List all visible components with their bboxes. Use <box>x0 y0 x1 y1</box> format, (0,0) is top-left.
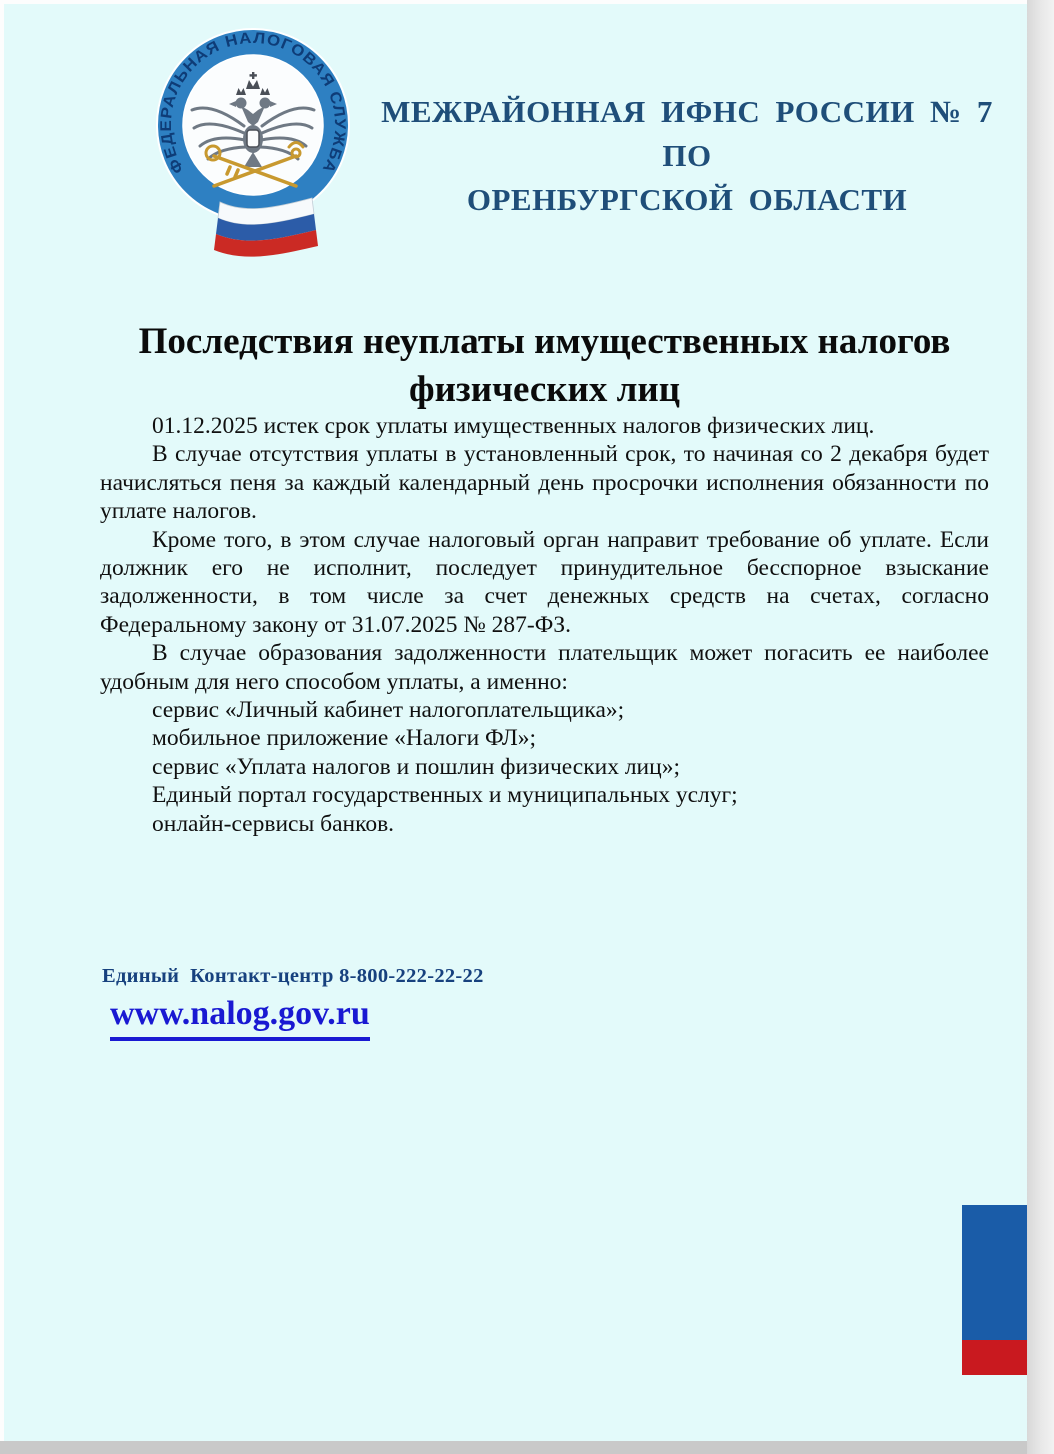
list-item: сервис «Уплата налогов и пошлин физических лиц»; <box>152 753 680 780</box>
payment-options-list <box>100 696 989 838</box>
tax-notice-page <box>4 4 1027 1441</box>
page-bottom-margin <box>0 1441 1027 1454</box>
list-item: Единый портал государственных и муниципальных услуг; <box>152 782 738 809</box>
paragraph-payment-intro: В случае образования задолженности плательщик может погасить ее наиболее удобным для него способом уплаты, а именно: <box>100 640 989 695</box>
flag-stripe-red <box>962 1340 1027 1375</box>
page-title-line1: Последствия неуплаты имущественных налогов <box>138 321 951 362</box>
logo-ring-text: ФЕДЕРАЛЬНАЯ НАЛОГОВАЯ СЛУЖБА <box>157 29 349 177</box>
fns-emblem-logo <box>150 26 356 266</box>
page-title <box>100 318 989 414</box>
list-item: мобильное приложение «Налоги ФЛ»; <box>152 725 537 752</box>
contact-center-line: Единый Контакт-центр 8-800-222-22-22 <box>102 965 484 987</box>
paragraph-enforcement: Кроме того, в этом случае налоговый орган направит требование об уплате. Если должник его не исполнит, последует принудительное бесспорное взыскание задолженности, в том числе за счет денежных средств на счетах, согласно Федеральному закону от 31.07.2025 № 287-ФЗ. <box>100 526 989 638</box>
org-name-header <box>376 90 998 222</box>
flag-stripe <box>962 1205 1027 1375</box>
page-right-margin <box>1027 0 1054 1454</box>
list-item: онлайн-сервисы банков. <box>152 810 395 837</box>
org-name-line1: МЕЖРАЙОННАЯ ИФНС РОССИИ № 7 ПО <box>381 94 993 173</box>
notice-body <box>100 412 989 838</box>
paragraph-deadline: 01.12.2025 истек срок уплаты имущественных налогов физических лиц. <box>152 413 875 439</box>
flag-stripe-blue <box>962 1205 1027 1340</box>
paragraph-penalty: В случае отсутствия уплаты в установленный срок, то начиная со 2 декабря будет начисляться пеня за каждый календарный день просрочки исполнения обязанности по уплате налогов. <box>100 441 989 525</box>
org-name-line2: ОРЕНБУРГСКОЙ ОБЛАСТИ <box>466 182 908 217</box>
website-link[interactable]: www.nalog.gov.ru <box>110 994 370 1041</box>
list-item: сервис «Личный кабинет налогоплательщика»; <box>152 697 625 724</box>
page-title-line2: физических лиц <box>408 369 681 410</box>
